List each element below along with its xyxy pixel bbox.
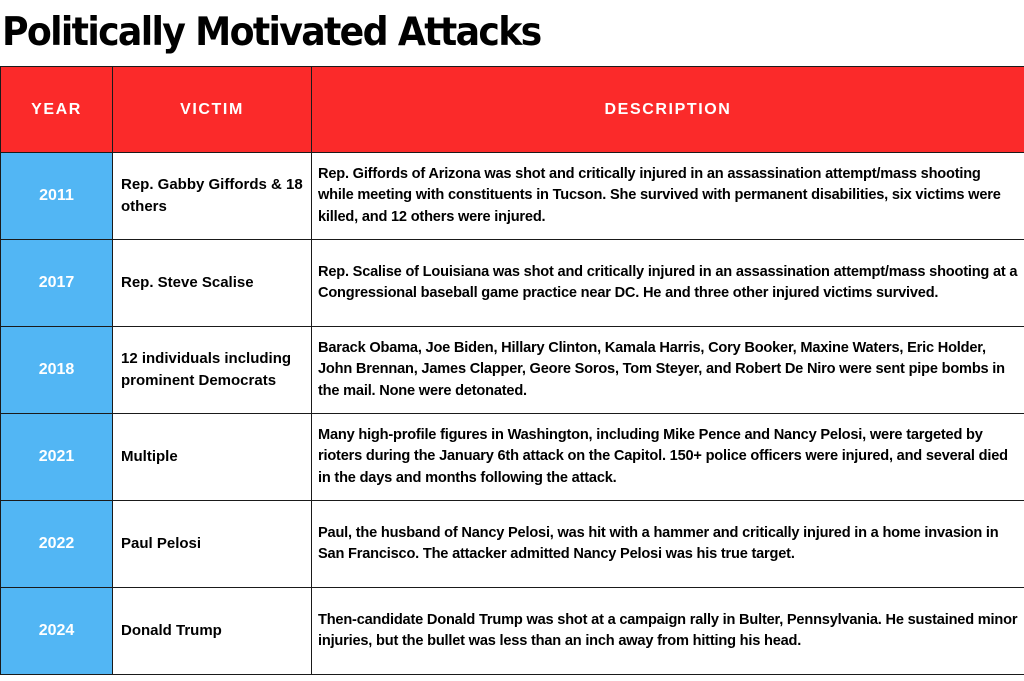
table-row: [1, 240, 1024, 327]
victim-cell: 12 individuals including prominent Democrats: [113, 327, 312, 414]
table-row: [1, 327, 1024, 414]
year-cell: 2022: [1, 501, 113, 588]
table-row: [1, 153, 1024, 240]
victim-cell: Donald Trump: [113, 588, 312, 675]
description-cell: Rep. Giffords of Arizona was shot and critically injured in an assassination attempt/mass shooting while meeting with constituents in Tucson. She survived with permanent disabilities, six victims were killed, and 12 others were injured.: [312, 153, 1024, 240]
year-cell: 2024: [1, 588, 113, 675]
table-row: [1, 414, 1024, 501]
table-header-row: [1, 67, 1024, 153]
column-header-year: YEAR: [1, 67, 113, 153]
victim-cell: Paul Pelosi: [113, 501, 312, 588]
year-cell: 2011: [1, 153, 113, 240]
description-cell: Many high-profile figures in Washington, including Mike Pence and Nancy Pelosi, were targeted by rioters during the January 6th attack on the Capitol. 150+ police officers were injured, and several died in the days and months following the attack.: [312, 414, 1024, 501]
victim-cell: Rep. Gabby Giffords & 18 others: [113, 153, 312, 240]
description-cell: Paul, the husband of Nancy Pelosi, was hit with a hammer and critically injured in a home invasion in San Francisco. The attacker admitted Nancy Pelosi was his true target.: [312, 501, 1024, 588]
column-header-victim: VICTIM: [113, 67, 312, 153]
year-cell: 2021: [1, 414, 113, 501]
victim-cell: Multiple: [113, 414, 312, 501]
page-title: Politically Motivated Attacks: [2, 10, 541, 55]
description-cell: Barack Obama, Joe Biden, Hillary Clinton, Kamala Harris, Cory Booker, Maxine Waters, Eric Holder, John Brennan, James Clapper, Geore Soros, Tom Steyer, and Robert De Niro were sent pipe bombs in the mail. None were detonated.: [312, 327, 1024, 414]
description-cell: Rep. Scalise of Louisiana was shot and critically injured in an assassination attempt/mass shooting at a Congressional baseball game practice near DC. He and three other injured victims survived.: [312, 240, 1024, 327]
year-cell: 2018: [1, 327, 113, 414]
column-header-description: DESCRIPTION: [312, 67, 1024, 153]
attacks-table: [0, 66, 1024, 675]
table-row: [1, 501, 1024, 588]
table-row: [1, 588, 1024, 675]
description-cell: Then-candidate Donald Trump was shot at a campaign rally in Bulter, Pennsylvania. He sustained minor injuries, but the bullet was less than an inch away from hitting his head.: [312, 588, 1024, 675]
year-cell: 2017: [1, 240, 113, 327]
victim-cell: Rep. Steve Scalise: [113, 240, 312, 327]
